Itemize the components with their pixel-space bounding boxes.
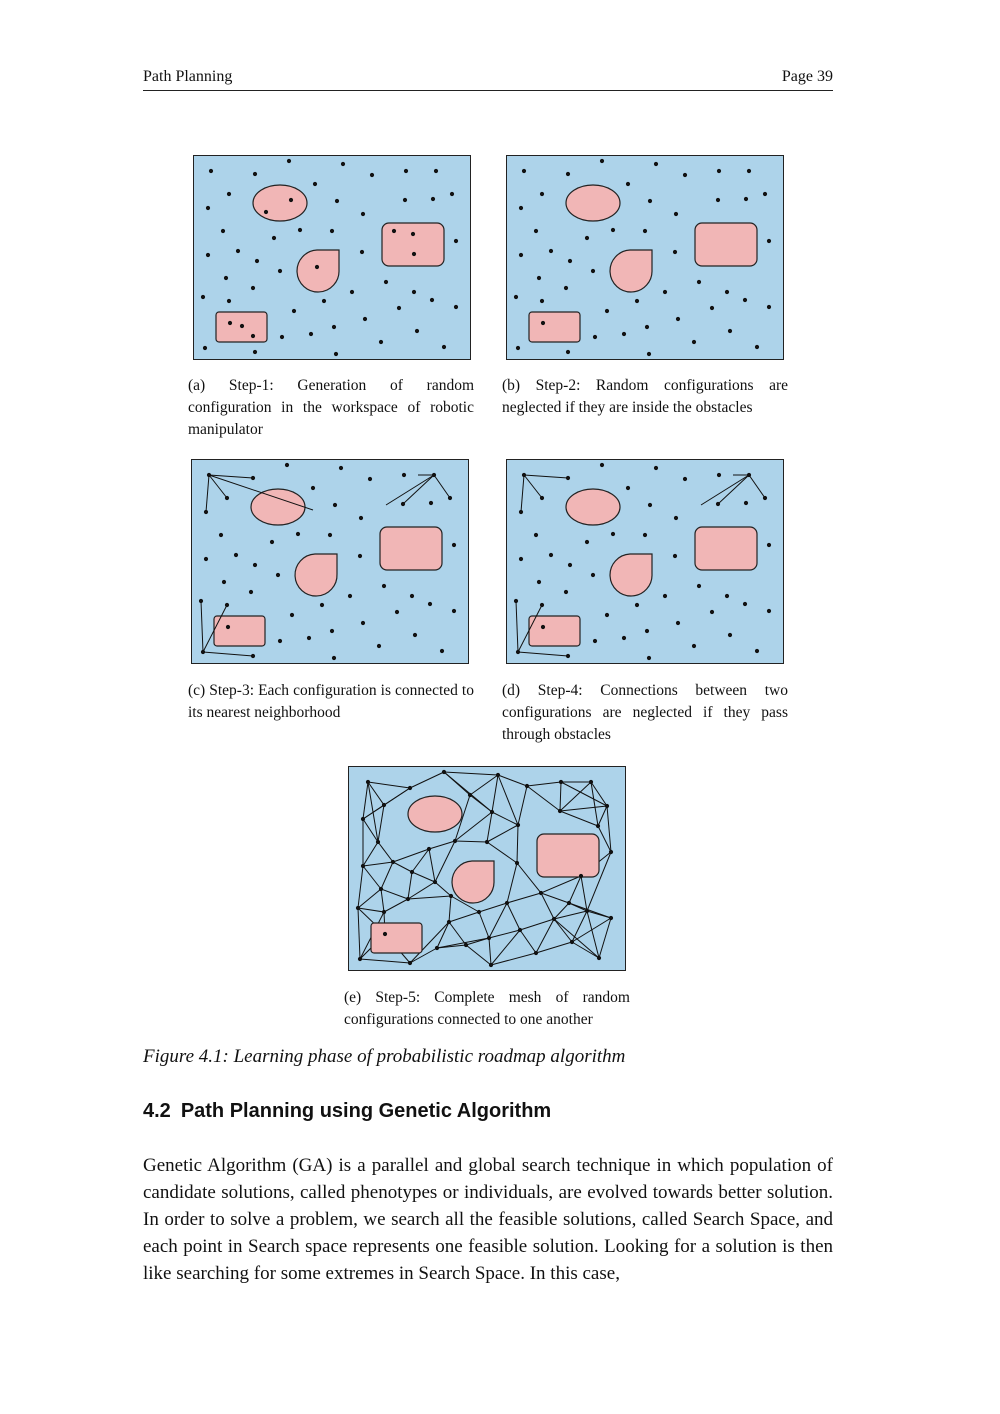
configuration-node [496, 773, 500, 777]
subfigure-b-diagram [506, 155, 784, 360]
configuration-node [626, 486, 630, 490]
configuration-node [645, 325, 649, 329]
configuration-node [360, 250, 364, 254]
configuration-node [596, 824, 600, 828]
configuration-node [225, 496, 229, 500]
configuration-node [361, 212, 365, 216]
configuration-node [406, 897, 410, 901]
configuration-node [568, 259, 572, 263]
configuration-node [234, 553, 238, 557]
configuration-node [564, 286, 568, 290]
obstacle-teardrop [610, 554, 652, 596]
configuration-node [206, 253, 210, 257]
configuration-node [226, 625, 230, 629]
configuration-node [452, 609, 456, 613]
configuration-node [609, 850, 613, 854]
configuration-node [673, 250, 677, 254]
configuration-node [440, 649, 444, 653]
configuration-node [622, 332, 626, 336]
configuration-node [674, 516, 678, 520]
configuration-node [433, 880, 437, 884]
configuration-node [348, 594, 352, 598]
configuration-node [228, 321, 232, 325]
configuration-node [605, 804, 609, 808]
configuration-node [648, 199, 652, 203]
configuration-node [397, 306, 401, 310]
configuration-node [697, 584, 701, 588]
configuration-node [361, 817, 365, 821]
configuration-node [332, 656, 336, 660]
configuration-node [224, 276, 228, 280]
configuration-node [361, 621, 365, 625]
configuration-node [366, 780, 370, 784]
configuration-node [519, 206, 523, 210]
workspace-canvas [191, 459, 469, 664]
configuration-node [330, 229, 334, 233]
configuration-node [566, 172, 570, 176]
configuration-node [225, 603, 229, 607]
configuration-node [537, 276, 541, 280]
configuration-node [514, 295, 518, 299]
obstacle-rectangle [371, 923, 422, 953]
configuration-node [334, 352, 338, 356]
configuration-node [379, 340, 383, 344]
workspace-canvas [506, 459, 784, 664]
configuration-node [240, 324, 244, 328]
configuration-node [296, 532, 300, 536]
configuration-node [280, 335, 284, 339]
configuration-node [382, 803, 386, 807]
obstacle-ellipse [566, 489, 620, 525]
configuration-node [564, 590, 568, 594]
configuration-node [272, 236, 276, 240]
configuration-node [683, 173, 687, 177]
obstacle-rounded-rect [695, 223, 757, 266]
configuration-node [725, 290, 729, 294]
configuration-node [710, 610, 714, 614]
configuration-node [219, 533, 223, 537]
configuration-node [539, 891, 543, 895]
configuration-node [487, 936, 491, 940]
configuration-node [428, 602, 432, 606]
configuration-node [207, 473, 211, 477]
configuration-node [227, 192, 231, 196]
configuration-node [585, 540, 589, 544]
configuration-node [384, 280, 388, 284]
configuration-node [429, 501, 433, 505]
configuration-node [222, 580, 226, 584]
configuration-node [747, 169, 751, 173]
configuration-node [534, 951, 538, 955]
configuration-node [249, 590, 253, 594]
configuration-node [728, 633, 732, 637]
workspace-canvas [348, 766, 626, 971]
configuration-node [204, 510, 208, 514]
subfigure-b-caption: (b) Step-2: Random configurations are neglected if they are inside the obstacles [502, 377, 788, 416]
configuration-node [605, 613, 609, 617]
configuration-node [442, 345, 446, 349]
configuration-node [518, 928, 522, 932]
configuration-node [251, 286, 255, 290]
configuration-node [534, 229, 538, 233]
configuration-node [514, 599, 518, 603]
configuration-node [358, 554, 362, 558]
configuration-node [697, 280, 701, 284]
configuration-node [525, 784, 529, 788]
obstacle-ellipse [251, 489, 305, 525]
configuration-node [552, 917, 556, 921]
configuration-node [442, 770, 446, 774]
body-paragraph: Genetic Algorithm (GA) is a parallel and global search technique in which population of candidate solutions, called phenotypes or individuals, are evolved towards better solution. In order to solve a problem, we search all the feasible solutions, called Search Space, and each point in Search space represents one feasible solution. Looking for a solution is then like searching for some extremes in Search Space. In this case, [143, 1155, 833, 1284]
configuration-node [251, 654, 255, 658]
configuration-node [645, 629, 649, 633]
configuration-node [540, 299, 544, 303]
obstacle-ellipse [566, 185, 620, 221]
workspace-canvas [506, 155, 784, 360]
configuration-node [717, 169, 721, 173]
configuration-node [541, 625, 545, 629]
configuration-node [382, 584, 386, 588]
configuration-node [609, 916, 613, 920]
configuration-node [201, 295, 205, 299]
configuration-node [566, 476, 570, 480]
configuration-node [743, 602, 747, 606]
configuration-node [363, 317, 367, 321]
obstacle-rounded-rect [537, 834, 599, 877]
configuration-node [585, 909, 589, 913]
configuration-node [744, 197, 748, 201]
configuration-node [449, 894, 453, 898]
configuration-node [251, 334, 255, 338]
configuration-node [227, 299, 231, 303]
configuration-node [392, 229, 396, 233]
workspace-canvas [193, 155, 471, 360]
configuration-node [647, 352, 651, 356]
configuration-node [377, 644, 381, 648]
configuration-node [516, 650, 520, 654]
configuration-node [767, 543, 771, 547]
configuration-node [605, 309, 609, 313]
configuration-node [540, 192, 544, 196]
subfigure-a-caption: (a) Step-1: Generation of random configuration in the workspace of robotic manipulator [188, 377, 474, 438]
configuration-node [410, 870, 414, 874]
configuration-node [253, 350, 257, 354]
configuration-node [559, 780, 563, 784]
configuration-node [692, 644, 696, 648]
configuration-node [339, 466, 343, 470]
configuration-node [597, 956, 601, 960]
configuration-node [537, 580, 541, 584]
configuration-node [403, 198, 407, 202]
configuration-node [330, 629, 334, 633]
configuration-node [448, 496, 452, 500]
configuration-node [382, 910, 386, 914]
configuration-node [611, 228, 615, 232]
configuration-node [540, 603, 544, 607]
configuration-node [290, 613, 294, 617]
configuration-node [489, 963, 493, 967]
configuration-node [654, 162, 658, 166]
configuration-node [278, 639, 282, 643]
configuration-node [566, 350, 570, 354]
obstacle-rectangle [529, 616, 580, 646]
configuration-node [434, 169, 438, 173]
configuration-node [402, 473, 406, 477]
configuration-node [490, 810, 494, 814]
configuration-node [663, 290, 667, 294]
obstacle-teardrop [295, 554, 337, 596]
configuration-node [654, 466, 658, 470]
configuration-node [763, 192, 767, 196]
configuration-node [278, 269, 282, 273]
configuration-node [593, 639, 597, 643]
configuration-node [412, 290, 416, 294]
configuration-node [313, 182, 317, 186]
configuration-node [430, 298, 434, 302]
section-number: 4.2 [143, 1100, 171, 1122]
obstacle-teardrop [452, 861, 494, 903]
configuration-node [270, 540, 274, 544]
configuration-node [404, 169, 408, 173]
configuration-node [401, 502, 405, 506]
configuration-node [744, 501, 748, 505]
configuration-node [522, 473, 526, 477]
configuration-node [549, 553, 553, 557]
configuration-node [361, 864, 365, 868]
configuration-node [541, 321, 545, 325]
configuration-node [755, 649, 759, 653]
obstacle-ellipse [408, 796, 462, 832]
configuration-node [589, 780, 593, 784]
configuration-node [464, 943, 468, 947]
configuration-node [611, 532, 615, 536]
configuration-node [221, 229, 225, 233]
obstacle-rounded-rect [695, 527, 757, 570]
configuration-node [593, 335, 597, 339]
configuration-node [332, 325, 336, 329]
configuration-node [635, 299, 639, 303]
configuration-node [450, 192, 454, 196]
configuration-node [276, 573, 280, 577]
configuration-node [335, 199, 339, 203]
page-number: Page 39 [781, 68, 833, 85]
configuration-node [534, 533, 538, 537]
configuration-node [206, 206, 210, 210]
configuration-node [648, 503, 652, 507]
obstacle-rounded-rect [380, 527, 442, 570]
configuration-node [333, 503, 337, 507]
subfigure-a-diagram [193, 155, 471, 360]
obstacle-teardrop [297, 250, 339, 292]
configuration-node [236, 249, 240, 253]
configuration-node [716, 198, 720, 202]
configuration-node [199, 599, 203, 603]
section-heading [143, 1100, 551, 1123]
configuration-node [725, 594, 729, 598]
configuration-node [717, 473, 721, 477]
configuration-node [692, 340, 696, 344]
configuration-node [743, 298, 747, 302]
configuration-node [516, 823, 520, 827]
configuration-node [579, 874, 583, 878]
obstacle-teardrop [610, 250, 652, 292]
obstacle-ellipse [253, 185, 307, 221]
configuration-node [287, 159, 291, 163]
configuration-node [683, 477, 687, 481]
configuration-node [600, 463, 604, 467]
configuration-node [358, 957, 362, 961]
configuration-node [309, 332, 313, 336]
configuration-node [383, 932, 387, 936]
configuration-node [676, 317, 680, 321]
configuration-node [519, 510, 523, 514]
running-title: Path Planning [143, 68, 233, 85]
configuration-node [585, 236, 589, 240]
obstacle-rounded-rect [382, 223, 444, 266]
configuration-node [567, 901, 571, 905]
configuration-node [408, 961, 412, 965]
configuration-node [415, 329, 419, 333]
configuration-node [350, 290, 354, 294]
configuration-node [647, 656, 651, 660]
configuration-node [251, 476, 255, 480]
obstacle-rectangle [214, 616, 265, 646]
configuration-node [549, 249, 553, 253]
configuration-node [370, 173, 374, 177]
configuration-node [635, 603, 639, 607]
configuration-node [540, 496, 544, 500]
configuration-node [412, 252, 416, 256]
configuration-node [452, 543, 456, 547]
configuration-node [298, 228, 302, 232]
configuration-node [626, 182, 630, 186]
figure-caption: Figure 4.1: Learning phase of probabilistic roadmap algorithm [143, 1046, 626, 1067]
configuration-node [519, 253, 523, 257]
configuration-node [674, 212, 678, 216]
configuration-node [663, 594, 667, 598]
configuration-node [341, 162, 345, 166]
configuration-node [767, 609, 771, 613]
configuration-node [203, 346, 207, 350]
configuration-node [356, 906, 360, 910]
configuration-node [391, 860, 395, 864]
configuration-node [435, 946, 439, 950]
configuration-node [515, 861, 519, 865]
configuration-node [600, 159, 604, 163]
configuration-node [320, 603, 324, 607]
configuration-node [289, 198, 293, 202]
subfigure-d-caption: (d) Step-4: Connections between two configurations are neglected if they pass through obstacles [502, 682, 788, 743]
subfigure-c-diagram [191, 459, 469, 664]
configuration-node [505, 901, 509, 905]
configuration-node [566, 654, 570, 658]
configuration-node [591, 573, 595, 577]
configuration-node [411, 232, 415, 236]
configuration-node [253, 563, 257, 567]
configuration-node [315, 265, 319, 269]
configuration-node [710, 306, 714, 310]
configuration-node [413, 633, 417, 637]
subfigure-e-caption: (e) Step-5: Complete mesh of random configurations connected to one another [344, 989, 630, 1028]
configuration-node [558, 809, 562, 813]
configuration-node [747, 473, 751, 477]
configuration-node [716, 502, 720, 506]
configuration-node [673, 554, 677, 558]
configuration-node [485, 840, 489, 844]
subfigure-c-caption: (c) Step-3: Each configuration is connected to its nearest neighborhood [188, 682, 474, 721]
configuration-node [328, 533, 332, 537]
configuration-node [763, 496, 767, 500]
configuration-node [728, 329, 732, 333]
configuration-node [253, 172, 257, 176]
configuration-node [454, 305, 458, 309]
configuration-node [322, 299, 326, 303]
configuration-node [359, 516, 363, 520]
configuration-node [307, 636, 311, 640]
configuration-node [204, 557, 208, 561]
configuration-node [376, 840, 380, 844]
configuration-node [453, 839, 457, 843]
configuration-node [591, 269, 595, 273]
configuration-node [477, 910, 481, 914]
obstacle-rectangle [529, 312, 580, 342]
configuration-node [201, 650, 205, 654]
configuration-node [767, 305, 771, 309]
configuration-node [676, 621, 680, 625]
configuration-node [431, 197, 435, 201]
configuration-node [767, 239, 771, 243]
page-header [143, 66, 833, 91]
configuration-node [454, 239, 458, 243]
configuration-node [255, 259, 259, 263]
configuration-node [432, 473, 436, 477]
configuration-node [209, 169, 213, 173]
configuration-node [570, 940, 574, 944]
configuration-node [468, 793, 472, 797]
configuration-node [755, 345, 759, 349]
configuration-node [427, 847, 431, 851]
section-title: Path Planning using Genetic Algorithm [180, 1100, 552, 1122]
configuration-node [568, 563, 572, 567]
configuration-node [643, 533, 647, 537]
configuration-node [285, 463, 289, 467]
configuration-node [264, 210, 268, 214]
configuration-node [643, 229, 647, 233]
configuration-node [408, 786, 412, 790]
configuration-node [447, 920, 451, 924]
configuration-node [522, 169, 526, 173]
configuration-node [622, 636, 626, 640]
configuration-node [516, 346, 520, 350]
configuration-node [368, 477, 372, 481]
subfigure-d-diagram [506, 459, 784, 664]
configuration-node [519, 557, 523, 561]
configuration-node [410, 594, 414, 598]
configuration-node [311, 486, 315, 490]
configuration-node [292, 309, 296, 313]
subfigure-e-diagram [348, 766, 626, 971]
configuration-node [379, 887, 383, 891]
configuration-node [395, 610, 399, 614]
